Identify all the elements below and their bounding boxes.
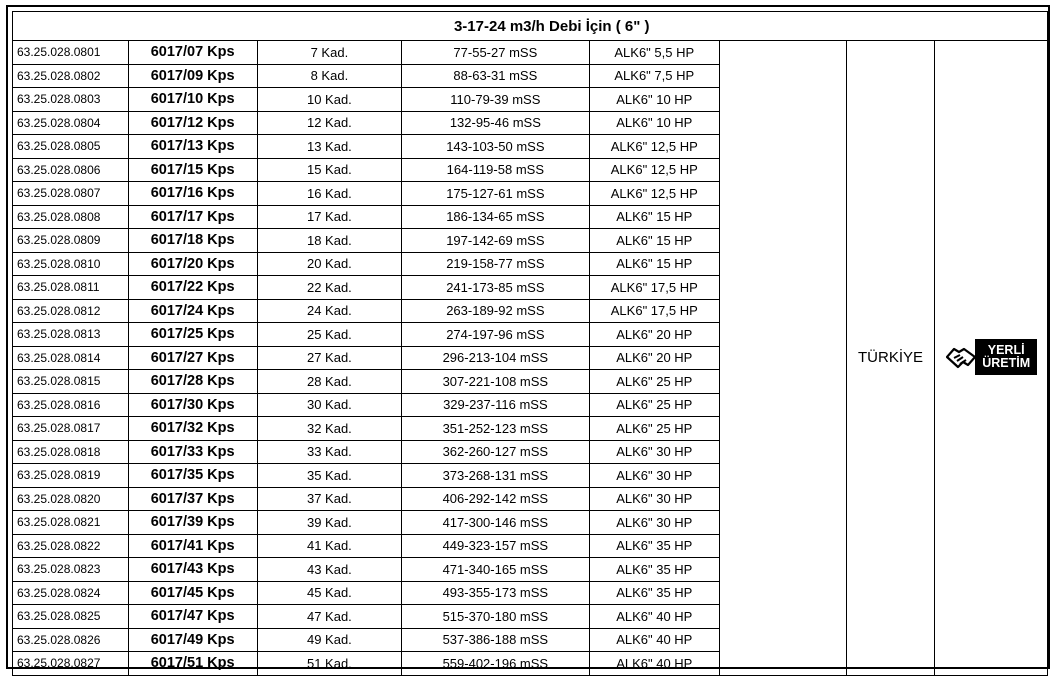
head-values-cell: 197-142-69 mSS — [402, 229, 590, 253]
yerli-uretim-badge — [946, 340, 1036, 374]
stage-count-cell: 43 Kad. — [257, 558, 401, 582]
stage-count-cell: 22 Kad. — [257, 276, 401, 300]
product-code-cell: 63.25.028.0813 — [13, 323, 129, 347]
product-code-cell: 63.25.028.0824 — [13, 581, 129, 605]
motor-cell: ALK6" 15 HP — [589, 205, 719, 229]
motor-cell: ALK6" 35 HP — [589, 581, 719, 605]
motor-cell: ALK6" 30 HP — [589, 440, 719, 464]
model-cell: 6017/09 Kps — [128, 64, 257, 88]
stage-count-cell: 47 Kad. — [257, 605, 401, 629]
stage-count-cell: 8 Kad. — [257, 64, 401, 88]
stage-count-cell: 16 Kad. — [257, 182, 401, 206]
product-code-cell: 63.25.028.0810 — [13, 252, 129, 276]
stage-count-cell: 15 Kad. — [257, 158, 401, 182]
head-values-cell: 77-55-27 mSS — [402, 41, 590, 65]
model-cell: 6017/12 Kps — [128, 111, 257, 135]
stage-count-cell: 35 Kad. — [257, 464, 401, 488]
model-cell: 6017/37 Kps — [128, 487, 257, 511]
motor-cell: ALK6" 15 HP — [589, 229, 719, 253]
motor-cell: ALK6" 30 HP — [589, 487, 719, 511]
stage-count-cell: 41 Kad. — [257, 534, 401, 558]
model-cell: 6017/24 Kps — [128, 299, 257, 323]
motor-cell: ALK6" 12,5 HP — [589, 182, 719, 206]
product-code-cell: 63.25.028.0808 — [13, 205, 129, 229]
model-cell: 6017/35 Kps — [128, 464, 257, 488]
product-code-cell: 63.25.028.0804 — [13, 111, 129, 135]
table-row — [13, 41, 1048, 65]
product-code-cell: 63.25.028.0827 — [13, 652, 129, 676]
stage-count-cell: 49 Kad. — [257, 628, 401, 652]
motor-cell: ALK6" 40 HP — [589, 628, 719, 652]
product-code-cell: 63.25.028.0801 — [13, 41, 129, 65]
head-values-cell: 417-300-146 mSS — [402, 511, 590, 535]
badge-cell — [935, 41, 1048, 676]
motor-cell: ALK6" 25 HP — [589, 370, 719, 394]
model-cell: 6017/30 Kps — [128, 393, 257, 417]
model-cell: 6017/32 Kps — [128, 417, 257, 441]
head-values-cell: 219-158-77 mSS — [402, 252, 590, 276]
badge-line-1: YERLİ — [987, 342, 1025, 357]
model-cell: 6017/10 Kps — [128, 88, 257, 112]
model-cell: 6017/25 Kps — [128, 323, 257, 347]
model-cell: 6017/33 Kps — [128, 440, 257, 464]
product-code-cell: 63.25.028.0819 — [13, 464, 129, 488]
motor-cell: ALK6" 30 HP — [589, 464, 719, 488]
motor-cell: ALK6" 30 HP — [589, 511, 719, 535]
handshake-icon — [946, 343, 976, 371]
stage-count-cell: 20 Kad. — [257, 252, 401, 276]
pump-table — [12, 11, 1048, 676]
product-code-cell: 63.25.028.0807 — [13, 182, 129, 206]
stage-count-cell: 37 Kad. — [257, 487, 401, 511]
head-values-cell: 175-127-61 mSS — [402, 182, 590, 206]
empty-column-cell — [719, 41, 846, 676]
model-cell: 6017/27 Kps — [128, 346, 257, 370]
product-code-cell: 63.25.028.0809 — [13, 229, 129, 253]
model-cell: 6017/45 Kps — [128, 581, 257, 605]
head-values-cell: 351-252-123 mSS — [402, 417, 590, 441]
head-values-cell: 274-197-96 mSS — [402, 323, 590, 347]
product-code-cell: 63.25.028.0822 — [13, 534, 129, 558]
head-values-cell: 493-355-173 mSS — [402, 581, 590, 605]
product-code-cell: 63.25.028.0802 — [13, 64, 129, 88]
head-values-cell: 263-189-92 mSS — [402, 299, 590, 323]
head-values-cell: 132-95-46 mSS — [402, 111, 590, 135]
motor-cell: ALK6" 7,5 HP — [589, 64, 719, 88]
stage-count-cell: 45 Kad. — [257, 581, 401, 605]
product-code-cell: 63.25.028.0803 — [13, 88, 129, 112]
stage-count-cell: 27 Kad. — [257, 346, 401, 370]
head-values-cell: 164-119-58 mSS — [402, 158, 590, 182]
head-values-cell: 471-340-165 mSS — [402, 558, 590, 582]
product-code-cell: 63.25.028.0811 — [13, 276, 129, 300]
product-code-cell: 63.25.028.0818 — [13, 440, 129, 464]
head-values-cell: 307-221-108 mSS — [402, 370, 590, 394]
head-values-cell: 362-260-127 mSS — [402, 440, 590, 464]
stage-count-cell: 39 Kad. — [257, 511, 401, 535]
model-cell: 6017/07 Kps — [128, 41, 257, 65]
product-code-cell: 63.25.028.0816 — [13, 393, 129, 417]
motor-cell: ALK6" 17,5 HP — [589, 276, 719, 300]
badge-line-2: ÜRETİM — [982, 355, 1031, 370]
motor-cell: ALK6" 12,5 HP — [589, 158, 719, 182]
model-cell: 6017/28 Kps — [128, 370, 257, 394]
stage-count-cell: 32 Kad. — [257, 417, 401, 441]
head-values-cell: 143-103-50 mSS — [402, 135, 590, 159]
head-values-cell: 241-173-85 mSS — [402, 276, 590, 300]
model-cell: 6017/49 Kps — [128, 628, 257, 652]
stage-count-cell: 10 Kad. — [257, 88, 401, 112]
product-code-cell: 63.25.028.0826 — [13, 628, 129, 652]
model-cell: 6017/16 Kps — [128, 182, 257, 206]
model-cell: 6017/41 Kps — [128, 534, 257, 558]
motor-cell: ALK6" 35 HP — [589, 534, 719, 558]
header-spacer-right — [846, 12, 1047, 41]
stage-count-cell: 13 Kad. — [257, 135, 401, 159]
stage-count-cell: 7 Kad. — [257, 41, 401, 65]
motor-cell: ALK6" 35 HP — [589, 558, 719, 582]
stage-count-cell: 51 Kad. — [257, 652, 401, 676]
head-values-cell: 296-213-104 mSS — [402, 346, 590, 370]
motor-cell: ALK6" 20 HP — [589, 346, 719, 370]
stage-count-cell: 25 Kad. — [257, 323, 401, 347]
model-cell: 6017/51 Kps — [128, 652, 257, 676]
model-cell: 6017/20 Kps — [128, 252, 257, 276]
motor-cell: ALK6" 25 HP — [589, 393, 719, 417]
head-values-cell: 110-79-39 mSS — [402, 88, 590, 112]
table-header-row — [13, 12, 1048, 41]
stage-count-cell: 28 Kad. — [257, 370, 401, 394]
product-code-cell: 63.25.028.0806 — [13, 158, 129, 182]
model-cell: 6017/47 Kps — [128, 605, 257, 629]
stage-count-cell: 12 Kad. — [257, 111, 401, 135]
motor-cell: ALK6" 40 HP — [589, 652, 719, 676]
head-values-cell: 329-237-116 mSS — [402, 393, 590, 417]
product-code-cell: 63.25.028.0823 — [13, 558, 129, 582]
table-title: 3-17-24 m3/h Debi İçin ( 6" ) — [257, 12, 846, 41]
stage-count-cell: 33 Kad. — [257, 440, 401, 464]
model-cell: 6017/39 Kps — [128, 511, 257, 535]
product-code-cell: 63.25.028.0805 — [13, 135, 129, 159]
motor-cell: ALK6" 25 HP — [589, 417, 719, 441]
product-code-cell: 63.25.028.0821 — [13, 511, 129, 535]
product-code-cell: 63.25.028.0814 — [13, 346, 129, 370]
stage-count-cell: 18 Kad. — [257, 229, 401, 253]
stage-count-cell: 17 Kad. — [257, 205, 401, 229]
head-values-cell: 559-402-196 mSS — [402, 652, 590, 676]
model-cell: 6017/13 Kps — [128, 135, 257, 159]
badge-label — [976, 340, 1036, 374]
header-spacer-left — [13, 12, 258, 41]
motor-cell: ALK6" 20 HP — [589, 323, 719, 347]
head-values-cell: 449-323-157 mSS — [402, 534, 590, 558]
head-values-cell: 88-63-31 mSS — [402, 64, 590, 88]
price-list-sheet — [6, 5, 1050, 672]
product-code-cell: 63.25.028.0815 — [13, 370, 129, 394]
head-values-cell: 537-386-188 mSS — [402, 628, 590, 652]
motor-cell: ALK6" 10 HP — [589, 111, 719, 135]
motor-cell: ALK6" 15 HP — [589, 252, 719, 276]
origin-cell: TÜRKİYE — [846, 41, 935, 676]
table-body — [13, 12, 1048, 676]
model-cell: 6017/18 Kps — [128, 229, 257, 253]
head-values-cell: 515-370-180 mSS — [402, 605, 590, 629]
head-values-cell: 373-268-131 mSS — [402, 464, 590, 488]
motor-cell: ALK6" 40 HP — [589, 605, 719, 629]
head-values-cell: 406-292-142 mSS — [402, 487, 590, 511]
stage-count-cell: 24 Kad. — [257, 299, 401, 323]
model-cell: 6017/15 Kps — [128, 158, 257, 182]
head-values-cell: 186-134-65 mSS — [402, 205, 590, 229]
product-code-cell: 63.25.028.0820 — [13, 487, 129, 511]
motor-cell: ALK6" 10 HP — [589, 88, 719, 112]
stage-count-cell: 30 Kad. — [257, 393, 401, 417]
motor-cell: ALK6" 12,5 HP — [589, 135, 719, 159]
model-cell: 6017/17 Kps — [128, 205, 257, 229]
product-code-cell: 63.25.028.0825 — [13, 605, 129, 629]
model-cell: 6017/43 Kps — [128, 558, 257, 582]
motor-cell: ALK6" 17,5 HP — [589, 299, 719, 323]
product-code-cell: 63.25.028.0812 — [13, 299, 129, 323]
motor-cell: ALK6" 5,5 HP — [589, 41, 719, 65]
product-code-cell: 63.25.028.0817 — [13, 417, 129, 441]
model-cell: 6017/22 Kps — [128, 276, 257, 300]
